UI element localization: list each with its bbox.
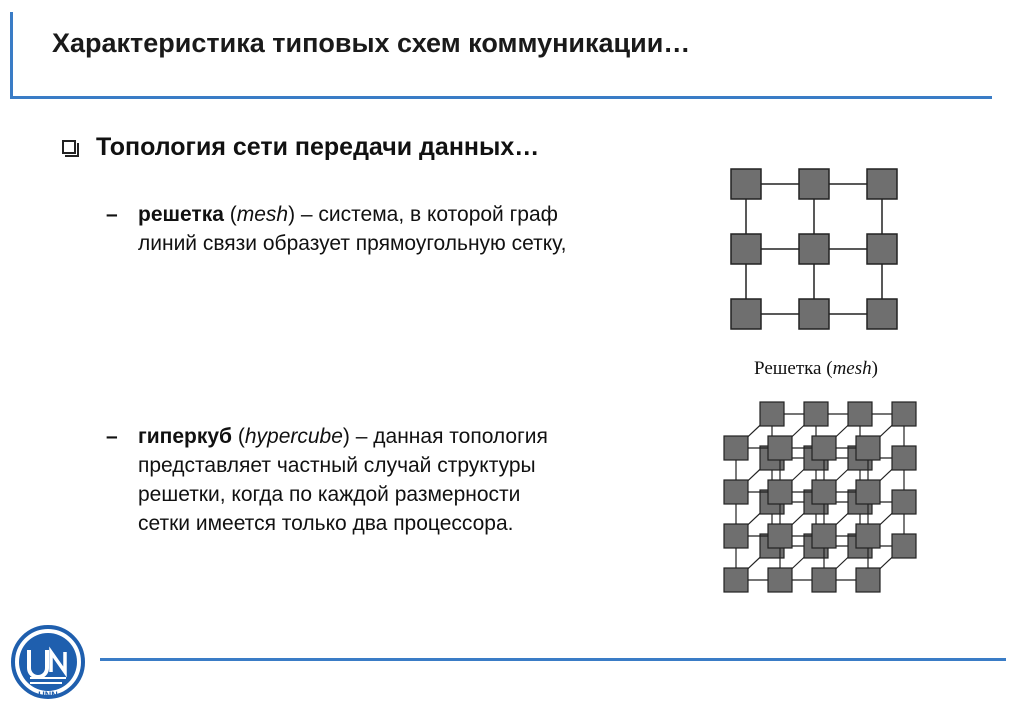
- mesh-node: [867, 169, 897, 199]
- definition-text: – данная топология: [349, 425, 548, 448]
- hypercube-node: [892, 490, 916, 514]
- mesh-node: [799, 234, 829, 264]
- caption-english: mesh: [832, 358, 872, 379]
- term-english: hypercube: [244, 425, 343, 448]
- mesh-node: [867, 234, 897, 264]
- mesh-node: [799, 169, 829, 199]
- hypercube-node: [856, 524, 880, 548]
- definition-text: линий связи образует прямоугольную сетку,: [138, 232, 567, 255]
- definition-text: сетки имеется только два процессора.: [138, 512, 514, 535]
- definition-text: решетки, когда по каждой размерности: [138, 483, 521, 506]
- hypercube-node: [892, 402, 916, 426]
- list-item-hypercube: [106, 422, 698, 538]
- dash-bullet: –: [106, 203, 118, 226]
- footer-divider: [100, 658, 1006, 661]
- hypercube-node: [812, 568, 836, 592]
- slide-title: Характеристика типовых схем коммуникации…: [52, 28, 691, 58]
- section-heading: Топология сети передачи данных…: [96, 133, 540, 161]
- hypercube-node: [856, 436, 880, 460]
- mesh-node: [731, 299, 761, 329]
- hypercube-node: [724, 568, 748, 592]
- mesh-node: [731, 234, 761, 264]
- item-line-1: гиперкуб (hypercube) – данная топология: [138, 425, 548, 448]
- hypercube-node: [848, 402, 872, 426]
- hypercube-node: [768, 568, 792, 592]
- checkbox-bullet-icon: [62, 140, 76, 154]
- hypercube-node: [724, 436, 748, 460]
- caption-text: Решетка: [754, 358, 822, 379]
- logo-text: UNN: [38, 690, 58, 700]
- definition-text: – система, в которой граф: [295, 203, 558, 226]
- hypercube-node: [892, 534, 916, 558]
- hypercube-node: [724, 480, 748, 504]
- mesh-node: [799, 299, 829, 329]
- hypercube-node: [804, 402, 828, 426]
- item-line-1: решетка (mesh) – система, в которой граф: [138, 203, 558, 226]
- hypercube-node: [724, 524, 748, 548]
- hypercube-node: [768, 436, 792, 460]
- unn-logo: [8, 622, 88, 702]
- hypercube-node: [812, 524, 836, 548]
- mesh-caption: Решетка (mesh): [754, 358, 878, 379]
- list-item-mesh: [106, 200, 698, 258]
- hypercube-topology-diagram: [716, 394, 928, 600]
- mesh-node: [867, 299, 897, 329]
- title-accent-bar: [10, 12, 13, 98]
- hypercube-node: [768, 524, 792, 548]
- hypercube-node: [856, 480, 880, 504]
- definition-text: представляет частный случай структуры: [138, 454, 536, 477]
- hypercube-node: [856, 568, 880, 592]
- mesh-topology-diagram: [722, 162, 922, 342]
- hypercube-node: [768, 480, 792, 504]
- hypercube-node: [892, 446, 916, 470]
- logo-emblem-icon: [13, 627, 83, 697]
- mesh-node: [731, 169, 761, 199]
- title-divider: [10, 96, 992, 99]
- term-english: mesh: [236, 203, 289, 226]
- hypercube-node: [812, 480, 836, 504]
- term: гиперкуб: [138, 425, 233, 448]
- hypercube-node: [812, 436, 836, 460]
- hypercube-node: [760, 402, 784, 426]
- term: решетка: [138, 203, 224, 226]
- dash-bullet: –: [106, 425, 118, 448]
